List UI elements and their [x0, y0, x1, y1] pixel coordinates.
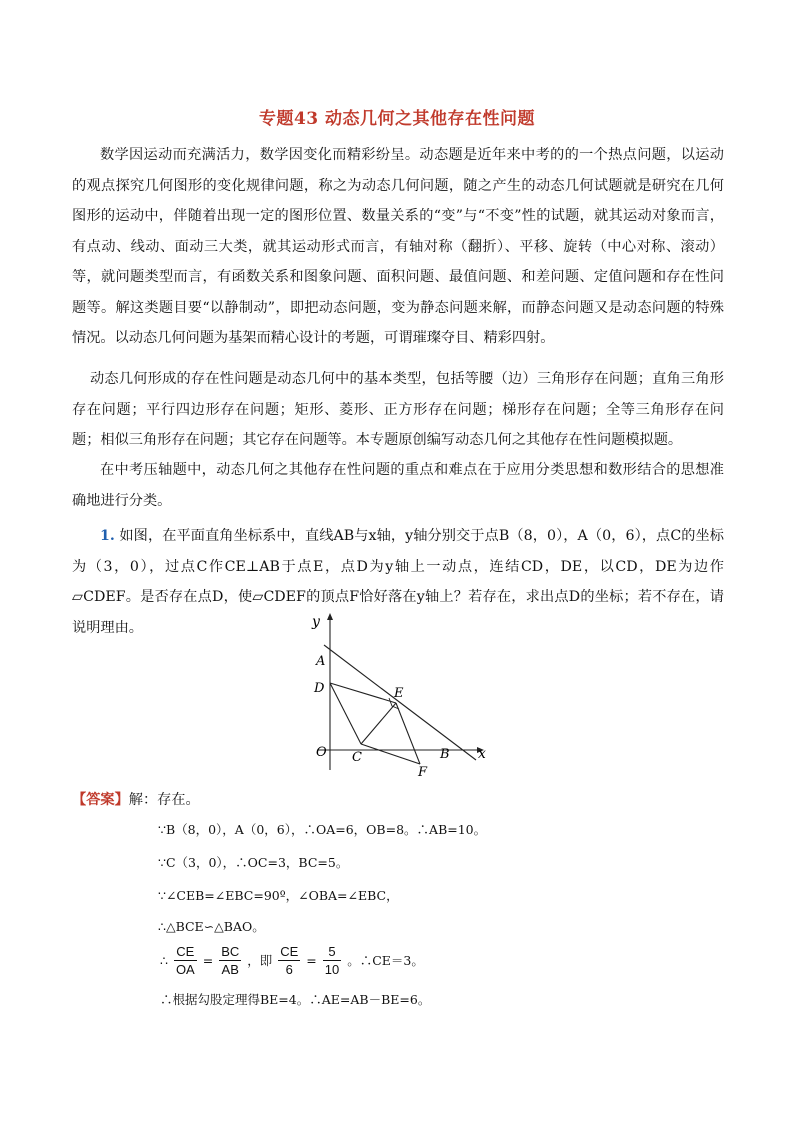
answer-header: [72, 788, 200, 812]
y-axis-arrow: [327, 613, 333, 620]
label-a: A: [316, 654, 326, 669]
question-number: 1.: [100, 528, 115, 544]
fraction-ce-6: $\frac{CE}{6}$: [280, 944, 299, 977]
intro-paragraph-1: 数学因运动而充满活力，数学因变化而精彩纷呈。动态题是近年来中考的的一个热点问题，以运动的观点探究几何图形的变化规律问题，称之为动态几何问题，随之产生的动态几何试题就是研究在几何图形的运动中，伴随着出现一定的图形位置、数量关系的“变”与“不变”性的试题，就其运动对象而言，有点动、线动、面动三大类，就其运动形式而言，有轴对称（翻折）、平移、旋转（中心对称、滚动）等，就问题类型而言，有函数关系和图象问题、面积问题、最值问题、和差问题、定值问题和存在性问题等。解这类题目要“以静制动”，即把动态问题，变为静态问题来解，而静态问题又是动态问题的特殊情况。以动态几何问题为基架而精心设计的考题，可谓璀璨夺目、精彩四射。: [72, 147, 724, 346]
label-b: B: [440, 747, 450, 762]
line-ab: [324, 645, 476, 760]
label-d: D: [314, 681, 325, 696]
segment-dc: [330, 683, 361, 744]
fraction-bc-ab: $\frac{BC}{AB}$: [221, 944, 240, 977]
fraction-ce-oa: $\frac{CE}{OA}$: [175, 944, 195, 977]
label-x: x: [478, 746, 486, 762]
solution-line-2: ∵C（3，0），∴OC=3，BC=5。: [158, 855, 349, 870]
solution-line-3: ∵∠CEB=∠EBC=90º，∠OBA=∠EBC，: [158, 888, 399, 903]
solution-line-5: ∴ $\frac{CE}{OA}$ = $\frac{BC}{AB}$ ，即 $\frac{CE}{6}$ = $\frac{5}{10}$ 。∴CE＝3。: [160, 944, 424, 977]
label-f: F: [418, 765, 428, 780]
fraction-5-10: $\frac{5}{10}$: [324, 944, 340, 977]
segment-ef: [396, 703, 420, 764]
segment-cf: [361, 744, 420, 764]
solution-line-1: ∵B（8，0），A（0，6），∴OA=6，OB=8。∴AB=10。: [158, 822, 487, 837]
question-text: 如图，在平面直角坐标系中，直线AB与x轴，y轴分别交于点B（8，0），A（0，6），点C的坐标为（3，0），过点C作CE⊥AB于点E，点D为y轴上一动点，连结CD，DE，以CD，DE为边作▱CDEF。是否存在点D，使▱CDEF的顶点F恰好落在y轴上？若存在，求出点D的坐标；若不存在，请说明理由。: [72, 528, 724, 636]
segment-ce: [361, 703, 396, 744]
label-y: y: [312, 614, 320, 630]
label-e: E: [394, 686, 404, 701]
answer-label: 【答案】: [72, 792, 129, 808]
answer-intro: 解：存在。: [128, 792, 200, 808]
segment-de: [330, 683, 396, 703]
therefore-symbol: ∴: [160, 952, 168, 968]
intro-paragraph-3: 在中考压轴题中，动态几何之其他存在性问题的重点和难点在于应用分类思想和数形结合的思想准确地进行分类。: [72, 462, 724, 509]
intro-paragraph-2: 动态几何形成的存在性问题是动态几何中的基本类型，包括等腰（边）三角形存在问题；直角三角形存在问题；平行四边形存在问题；矩形、菱形、正方形存在问题；梯形存在问题；全等三角形存在问题；相似三角形存在问题；其它存在问题等。本专题原创编写动态几何之其他存在性问题模拟题。: [72, 371, 724, 448]
label-o: O: [316, 745, 327, 760]
coordinate-figure: [308, 610, 498, 780]
solution-line-6: ∴根据勾股定理得BE=4。∴AE=AB－BE=6。: [160, 992, 431, 1007]
page-title: 专题43 动态几何之其他存在性问题: [258, 109, 536, 129]
solution-line-4: ∴△BCE∽△BAO。: [158, 919, 265, 934]
label-c: C: [352, 750, 362, 765]
